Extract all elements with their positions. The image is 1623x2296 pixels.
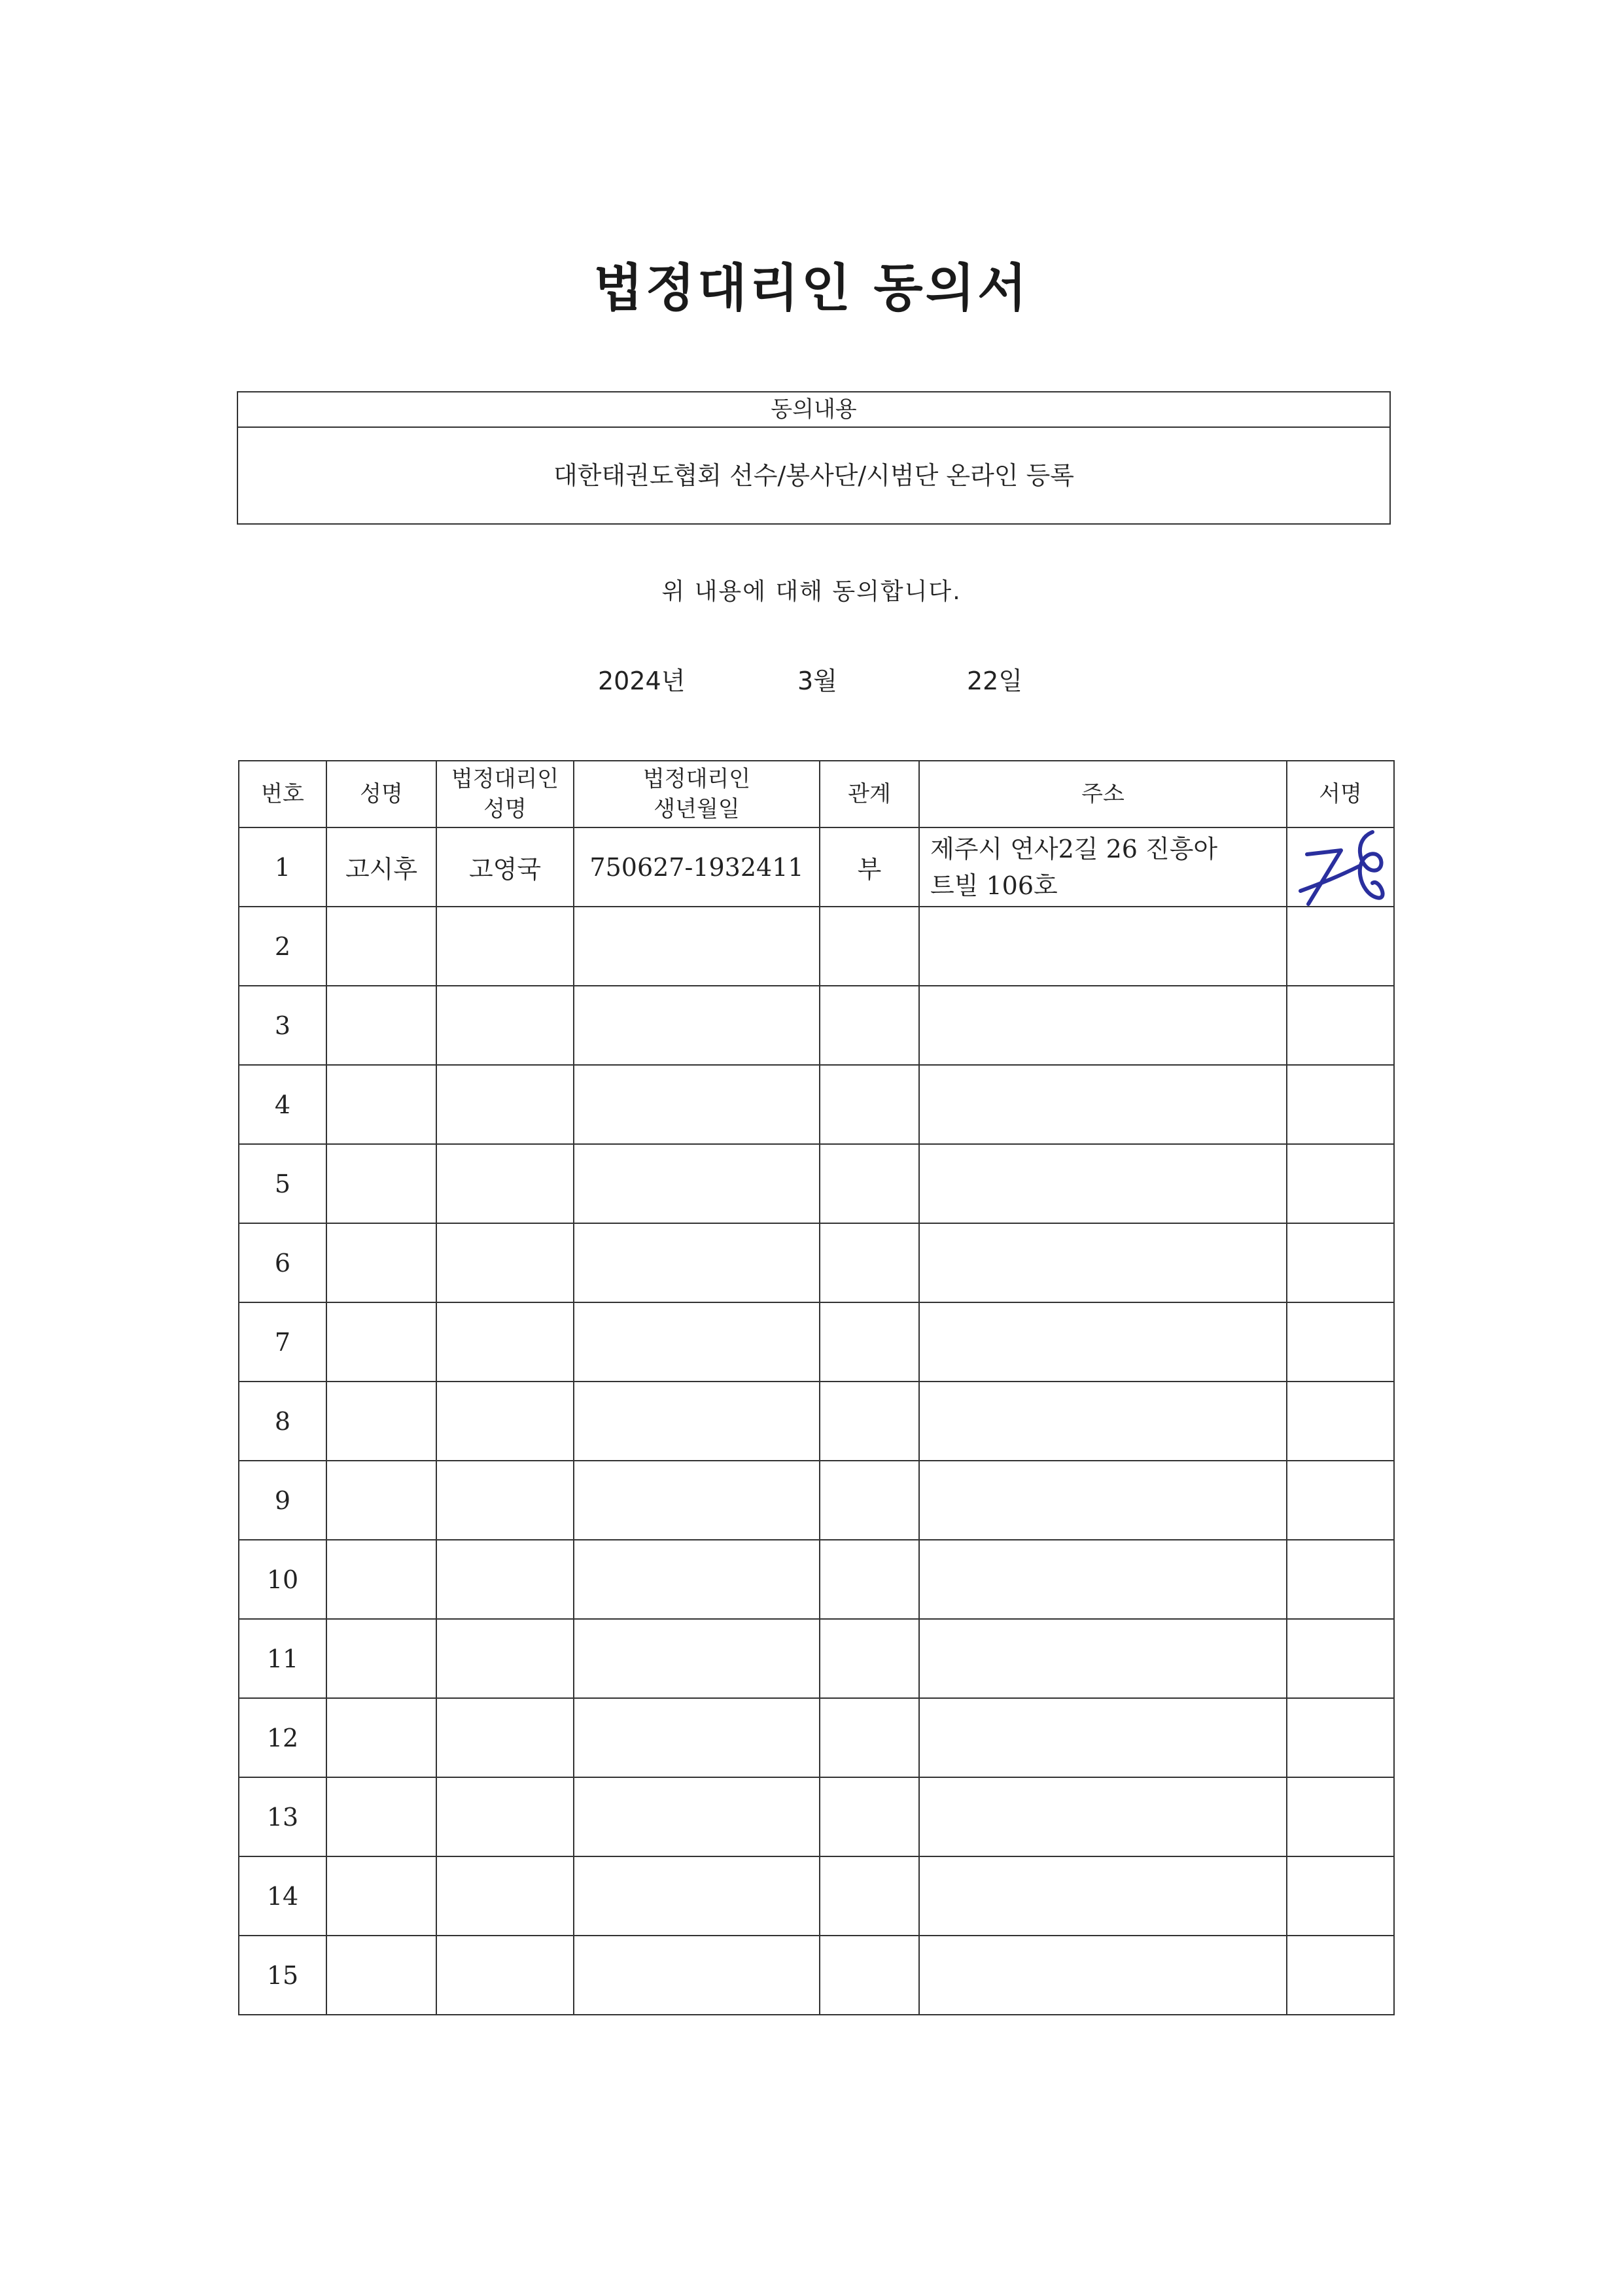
cell-guardian-name: [436, 1619, 574, 1698]
cell-name: [326, 1698, 436, 1777]
cell-guardian-birth: [574, 1698, 820, 1777]
cell-name: [326, 1777, 436, 1856]
cell-name: [326, 1065, 436, 1144]
table-row: [239, 1936, 1394, 2015]
table-row: [239, 1382, 1394, 1461]
cell-address: [919, 1619, 1287, 1698]
cell-guardian-birth: [574, 1065, 820, 1144]
cell-guardian-birth: [574, 1777, 820, 1856]
cell-address: [919, 907, 1287, 986]
cell-address: [919, 1302, 1287, 1382]
cell-guardian-birth: [574, 1144, 820, 1223]
cell-no: 4: [239, 1065, 326, 1144]
table-row: [239, 1144, 1394, 1223]
cell-guardian-birth: [574, 986, 820, 1065]
header-guardian-birth-line1: 법정대리인: [642, 766, 751, 792]
cell-address: [919, 1777, 1287, 1856]
table-row: [239, 1461, 1394, 1540]
cell-guardian-name: [436, 1777, 574, 1856]
cell-guardian-birth: [574, 1856, 820, 1936]
cell-name: [326, 986, 436, 1065]
cell-guardian-name: [436, 907, 574, 986]
table-row: [239, 1223, 1394, 1302]
cell-guardian-birth: [574, 1302, 820, 1382]
cell-relation: [820, 1856, 919, 1936]
cell-no: 7: [239, 1302, 326, 1382]
cell-address: [919, 1698, 1287, 1777]
cell-guardian-name: [436, 1065, 574, 1144]
header-guardian-birth: [574, 761, 820, 827]
cell-signature: [1287, 1540, 1394, 1619]
cell-relation: [820, 1223, 919, 1302]
cell-name: [326, 1223, 436, 1302]
cell-relation: [820, 1065, 919, 1144]
cell-signature: [1287, 1382, 1394, 1461]
cell-signature: [1287, 827, 1394, 907]
cell-signature: [1287, 1144, 1394, 1223]
cell-guardian-birth: [574, 1936, 820, 2015]
cell-guardian-name: [436, 1936, 574, 2015]
table-row: [239, 1065, 1394, 1144]
header-guardian-name-line1: 법정대리인: [451, 766, 559, 792]
cell-guardian-name: [436, 1461, 574, 1540]
cell-no: 12: [239, 1698, 326, 1777]
cell-signature: [1287, 1777, 1394, 1856]
header-guardian-birth-line2: 생년월일: [654, 796, 740, 822]
cell-no: 15: [239, 1936, 326, 2015]
cell-guardian-name: [436, 1144, 574, 1223]
cell-address: [919, 1461, 1287, 1540]
cell-address: [919, 827, 1287, 907]
date-day: 22일: [967, 667, 1023, 695]
cell-no: 1: [239, 827, 326, 907]
cell-no: 8: [239, 1382, 326, 1461]
cell-no: 14: [239, 1856, 326, 1936]
table-header-row: [239, 761, 1394, 827]
cell-relation: [820, 1777, 919, 1856]
header-address: 주소: [919, 761, 1287, 827]
cell-name: [326, 1619, 436, 1698]
header-no: 번호: [239, 761, 326, 827]
cell-guardian-name: [436, 1223, 574, 1302]
cell-relation: [820, 1302, 919, 1382]
header-guardian-name-line2: 성명: [483, 796, 527, 822]
cell-name: [326, 1302, 436, 1382]
table-row: [239, 986, 1394, 1065]
table-body: [239, 827, 1394, 2015]
cell-signature: [1287, 1461, 1394, 1540]
cell-relation: [820, 1936, 919, 2015]
cell-name: [326, 1936, 436, 2015]
header-name: 성명: [326, 761, 436, 827]
cell-signature: [1287, 1698, 1394, 1777]
cell-guardian-birth: [574, 1540, 820, 1619]
header-signature: 서명: [1287, 761, 1394, 827]
address-line: 트빌 106호: [930, 871, 1058, 900]
cell-signature: [1287, 1619, 1394, 1698]
cell-address: [919, 986, 1287, 1065]
agreement-statement: 위 내용에 대해 동의합니다.: [661, 578, 962, 605]
header-guardian-name: [436, 761, 574, 827]
cell-relation: [820, 1382, 919, 1461]
cell-address: [919, 1382, 1287, 1461]
cell-signature: [1287, 1223, 1394, 1302]
cell-guardian-birth: 750627-1932411: [574, 827, 820, 907]
cell-no: 5: [239, 1144, 326, 1223]
cell-guardian-birth: [574, 1619, 820, 1698]
cell-no: 10: [239, 1540, 326, 1619]
cell-name: [326, 1461, 436, 1540]
cell-guardian-name: [436, 1698, 574, 1777]
date-year: 2024년: [598, 667, 686, 695]
cell-guardian-name: [436, 1302, 574, 1382]
cell-name: [326, 907, 436, 986]
header-relation: 관계: [820, 761, 919, 827]
cell-no: 6: [239, 1223, 326, 1302]
cell-guardian-birth: [574, 1461, 820, 1540]
cell-relation: [820, 986, 919, 1065]
cell-signature: [1287, 1065, 1394, 1144]
cell-no: 9: [239, 1461, 326, 1540]
cell-guardian-name: 고영국: [436, 827, 574, 907]
table-row: [239, 907, 1394, 986]
cell-guardian-name: [436, 1540, 574, 1619]
table-row: [239, 1856, 1394, 1936]
cell-signature: [1287, 986, 1394, 1065]
cell-address: [919, 1223, 1287, 1302]
consent-content: 대한태권도협회 선수/봉사단/시범단 온라인 등록: [553, 461, 1074, 490]
table-row: [239, 1698, 1394, 1777]
cell-no: 3: [239, 986, 326, 1065]
cell-relation: [820, 1619, 919, 1698]
cell-guardian-name: [436, 1382, 574, 1461]
cell-address: [919, 1936, 1287, 2015]
guardian-roster-table: [238, 760, 1395, 2015]
cell-no: 11: [239, 1619, 326, 1698]
cell-no: 13: [239, 1777, 326, 1856]
consent-box: [237, 391, 1391, 525]
cell-name: [326, 1540, 436, 1619]
cell-name: [326, 1144, 436, 1223]
address-line: 제주시 연사2길 26 진흥아: [930, 834, 1218, 863]
cell-guardian-birth: [574, 1382, 820, 1461]
cell-signature: [1287, 1856, 1394, 1936]
cell-address: [919, 1144, 1287, 1223]
table-row: [239, 1540, 1394, 1619]
table-row: [239, 1619, 1394, 1698]
cell-name: [326, 1856, 436, 1936]
handwritten-signature: [1287, 827, 1394, 907]
cell-relation: [820, 1698, 919, 1777]
cell-signature: [1287, 907, 1394, 986]
table-row: [239, 827, 1394, 907]
cell-address: [919, 1540, 1287, 1619]
cell-relation: [820, 907, 919, 986]
cell-guardian-birth: [574, 907, 820, 986]
date-month: 3월: [797, 667, 837, 695]
cell-relation: [820, 1461, 919, 1540]
cell-name: [326, 1382, 436, 1461]
cell-name: 고시후: [326, 827, 436, 907]
cell-guardian-name: [436, 986, 574, 1065]
consent-header: 동의내용: [238, 392, 1389, 428]
cell-relation: [820, 1540, 919, 1619]
cell-relation: [820, 1144, 919, 1223]
cell-relation: 부: [820, 827, 919, 907]
cell-signature: [1287, 1302, 1394, 1382]
cell-address: [919, 1065, 1287, 1144]
table-row: [239, 1777, 1394, 1856]
cell-guardian-name: [436, 1856, 574, 1936]
document-title: 법정대리인 동의서: [593, 259, 1030, 318]
table-row: [239, 1302, 1394, 1382]
cell-address: [919, 1856, 1287, 1936]
cell-guardian-birth: [574, 1223, 820, 1302]
cell-no: 2: [239, 907, 326, 986]
cell-signature: [1287, 1936, 1394, 2015]
